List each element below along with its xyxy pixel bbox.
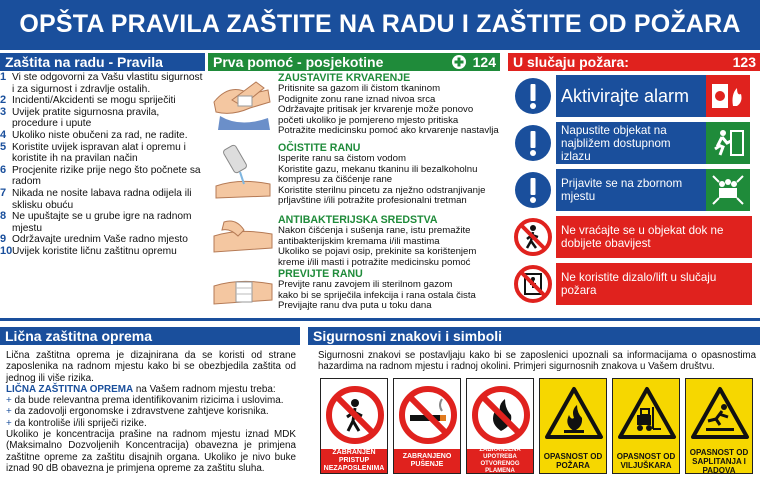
safety-sign-label: ZABRANJENO PUŠENJE <box>394 449 460 473</box>
antibacterial-illustration-icon <box>210 214 278 268</box>
first-aid-title: OČISTITE RANU <box>278 142 361 154</box>
first-aid-block <box>210 214 500 268</box>
fire-step <box>510 262 758 306</box>
safety-sign <box>466 378 534 474</box>
rule-item <box>0 234 205 246</box>
assembly-point-icon <box>706 169 750 211</box>
rule-item <box>0 165 205 188</box>
rule-item <box>0 142 205 165</box>
rules-list <box>0 72 205 258</box>
fire-step-text: Ne vraćajte se u objekat dok ne dobijete obavijest <box>556 216 752 258</box>
trip-hazard-icon <box>690 385 750 448</box>
no-smoking-icon <box>398 385 458 450</box>
rule-text: Ukoliko niste obučeni za rad, ne radite. <box>12 129 188 141</box>
rule-number: 6 <box>0 163 7 176</box>
rule-item <box>0 188 205 211</box>
rule-number: 1 <box>0 71 7 83</box>
fire-step <box>510 121 758 165</box>
ppe-bullet-text: da zadovolji ergonomske i zdravstvene zahtjeve korisnika. <box>14 406 269 418</box>
mandatory-info-icon <box>510 169 556 211</box>
rule-text: Procjenite rizike prije nego što počnete sa radom <box>12 164 201 188</box>
rule-text: Vi ste odgovorni za Vašu vlastitu sigurnost i za sigurnost i zdravlje ostalih. <box>12 72 203 95</box>
no-lift-icon <box>510 263 556 305</box>
safety-sign <box>612 378 680 474</box>
page-title: OPŠTA PRAVILA ZAŠTITE NA RADU I ZAŠTITE OD POŽARA <box>0 0 760 50</box>
signs-intro: Sigurnosni znakovi se postavljaju kako bi se zaposlenici upoznali sa informacijama o opasnostima hazardima na radnom mjestu i radnoj okolini. Primjeri sigurnosnih znakova u Vašem društvu. <box>318 350 756 373</box>
ppe-bullet-text: da kontroliše i/ili spriječi rizike. <box>14 417 147 429</box>
first-aid-line: Nakon čišćenja i sušenja rane, istu premažite antibakterijskim kremama i/ili mastima <box>278 225 471 247</box>
rule-text: Koristite uvijek ispravan alat i opremu i koristite ih na pravilan način <box>12 141 186 165</box>
fire-step <box>510 168 758 212</box>
rule-item <box>0 130 205 142</box>
ppe-bullet: + da kontroliše i/ili spriječi rizike. <box>6 417 147 429</box>
forklift-hazard-icon <box>617 385 677 448</box>
first-aid-header-label: Prva pomoć - posjekotine <box>213 54 384 70</box>
first-aid-text <box>278 142 500 214</box>
rule-item <box>0 107 205 130</box>
first-aid-line: Podignite zonu rane iznad nivoa srca <box>278 93 436 105</box>
no-access-icon <box>325 385 385 450</box>
first-aid-text <box>278 72 500 142</box>
mandatory-info-icon <box>510 75 556 117</box>
bandage-illustration-icon <box>210 268 278 316</box>
first-aid-plus-icon <box>452 55 466 69</box>
section-divider <box>0 318 760 321</box>
first-aid-list <box>210 72 500 316</box>
fire-procedure-list <box>510 74 758 309</box>
first-aid-line: Potražite medicinsku pomoć ako krvarenje nastavlja <box>278 125 499 137</box>
safety-sign <box>320 378 388 474</box>
emergency-exit-icon <box>706 122 750 164</box>
signs-header-label: Sigurnosni znakovi i simboli <box>313 328 503 344</box>
rule-text: Uvijek koristite ličnu zaštitnu opremu <box>12 245 177 257</box>
ppe-highlight-rest: na Vašem radnom mjestu treba: <box>133 383 276 395</box>
first-aid-line: Koristite sterilnu pincetu za nježno odstranjivanje prljavštine i/ili potražite profesionalni tretman <box>278 184 486 207</box>
rule-number: 5 <box>0 140 7 153</box>
first-aid-line: Pritisnite sa gazom ili čistom tkaninom <box>278 83 441 94</box>
fire-step <box>510 74 758 118</box>
fire-number: 123 <box>732 54 756 70</box>
fire-hazard-icon <box>544 385 604 448</box>
first-aid-title: ANTIBAKTERIJSKA SREDSTVA <box>278 214 438 226</box>
rules-header-label: Zaštita na radu - Pravila <box>5 54 163 70</box>
safety-sign-label: ZABRANJENA UPOTREBA OTVORENOG PLAMENA <box>467 449 533 473</box>
rule-item <box>0 95 205 107</box>
ppe-bullet: + da bude relevantna prema identifikovanim rizicima i uslovima. <box>6 395 284 407</box>
first-aid-line: Previjte ranu zavojem ili sterilnom gazom <box>278 279 453 290</box>
ppe-bullet-text: da bude relevantna prema identifikovanim rizicima i uslovima. <box>14 395 284 407</box>
first-aid-line: Previjajte ranu dva puta u toku dana <box>278 300 432 312</box>
ppe-text <box>6 350 296 474</box>
fire-alarm-icon <box>706 75 750 117</box>
ppe-header <box>0 327 300 345</box>
no-open-flame-icon <box>471 385 531 450</box>
rule-number: 9 <box>0 233 7 246</box>
first-aid-title: ZAUSTAVITE KRVARENJE <box>278 72 411 84</box>
rule-text: Ne upuštajte se u grube igre na radnom mjestu <box>12 211 192 234</box>
stop-bleeding-illustration-icon <box>210 72 278 142</box>
rules-header <box>0 53 205 71</box>
fire-step-text: Napustite objekat na najbližem dostupnom izlazu <box>556 122 706 164</box>
safety-sign-label: OPASNOST OD POŽARA <box>540 449 606 473</box>
rule-item <box>0 211 205 234</box>
safety-sign-label: OPASNOST OD SAPLITANJA I PADOVA <box>686 449 752 473</box>
fire-header-label: U slučaju požara: <box>513 54 629 70</box>
rule-number: 8 <box>0 210 7 223</box>
ppe-outro: Ukoliko je koncentracija prašine na radnom mjestu iznad MDK (Maksimalno Dozvoljenih Koncentracija) obavezna je primjena zaštitne opreme za zaštitu disajnih organa. Ukoliko je nivo buke iznad 90 dB obavezna je primjena opreme za zaštitu sluha. <box>6 429 296 474</box>
fire-step-text: Aktivirajte alarm <box>556 75 706 117</box>
rule-number: 4 <box>0 128 7 141</box>
rule-number: 2 <box>0 94 7 107</box>
signs-header <box>308 327 760 345</box>
first-aid-block <box>210 142 500 214</box>
first-aid-line: kako bi se spriječila infekcija i rana ostala čista <box>278 289 476 301</box>
rule-number: 3 <box>0 105 7 118</box>
first-aid-text <box>278 268 500 316</box>
rule-text: Incidenti/Akcidenti se mogu spriječiti <box>12 95 176 107</box>
safety-sign <box>685 378 753 474</box>
fire-step-text: Prijavite se na zbornom mjestu <box>556 169 706 211</box>
first-aid-line: Ukoliko se pojavi osip, prekinite sa korištenjem kreme i/ili masti i potražite medicinsku pomoć <box>278 246 477 268</box>
first-aid-block <box>210 72 500 142</box>
rule-number: 10 <box>0 244 13 257</box>
first-aid-text <box>278 214 500 268</box>
first-aid-block <box>210 268 500 316</box>
rule-number: 7 <box>0 186 7 199</box>
ppe-highlight-label: LIČNA ZAŠTITNA OPREMA <box>6 383 134 395</box>
fire-header <box>508 53 760 71</box>
ppe-bullet: + da zadovolji ergonomske i zdravstvene zahtjeve korisnika. <box>6 406 269 418</box>
clean-wound-illustration-icon <box>210 142 278 214</box>
first-aid-line: Isperite ranu sa čistom vodom <box>278 153 406 164</box>
rule-text: Nikada ne nosite labava radna odijela ili sklisku obuću <box>12 187 192 211</box>
mandatory-info-icon <box>510 122 556 164</box>
rule-item <box>0 246 205 258</box>
fire-step <box>510 215 758 259</box>
rule-text: Održavajte urednim Vaše radno mjesto <box>12 234 188 246</box>
first-aid-number: 124 <box>472 54 496 70</box>
safety-sign <box>393 378 461 474</box>
first-aid-line: Održavajte pritisak jer krvarenje može ponovo početi ukoliko je pomjereno mjesto pritiska <box>278 104 474 126</box>
ppe-intro: Lična zaštitna oprema je dizajnirana da se koristi od strane zaposlenika na radnom mjestu kako bi se obezbjedila zaštita od jednog ili više rizika. <box>6 350 296 384</box>
first-aid-header <box>208 53 500 71</box>
no-entry-person-icon <box>510 216 556 258</box>
safety-sign-label: ZABRANJEN PRISTUP NEZAPOSLENIMA <box>321 449 387 473</box>
first-aid-title: PREVIJTE RANU <box>278 268 363 280</box>
first-aid-line: Koristite gazu, mekanu tkaninu ili bezalkoholnu kompresu za čišćenje rane <box>278 163 478 186</box>
rule-text: Uvijek pratite sigurnosna pravila, procedure i upute <box>12 106 160 130</box>
ppe-header-label: Lična zaštitna oprema <box>5 328 153 344</box>
fire-step-text: Ne koristite dizalo/lift u slučaju požara <box>556 263 752 305</box>
rule-item <box>0 72 205 95</box>
ppe-highlight-line <box>6 384 296 395</box>
safety-sign-label: OPASNOST OD VILJUŠKARA <box>613 449 679 473</box>
safety-sign <box>539 378 607 474</box>
